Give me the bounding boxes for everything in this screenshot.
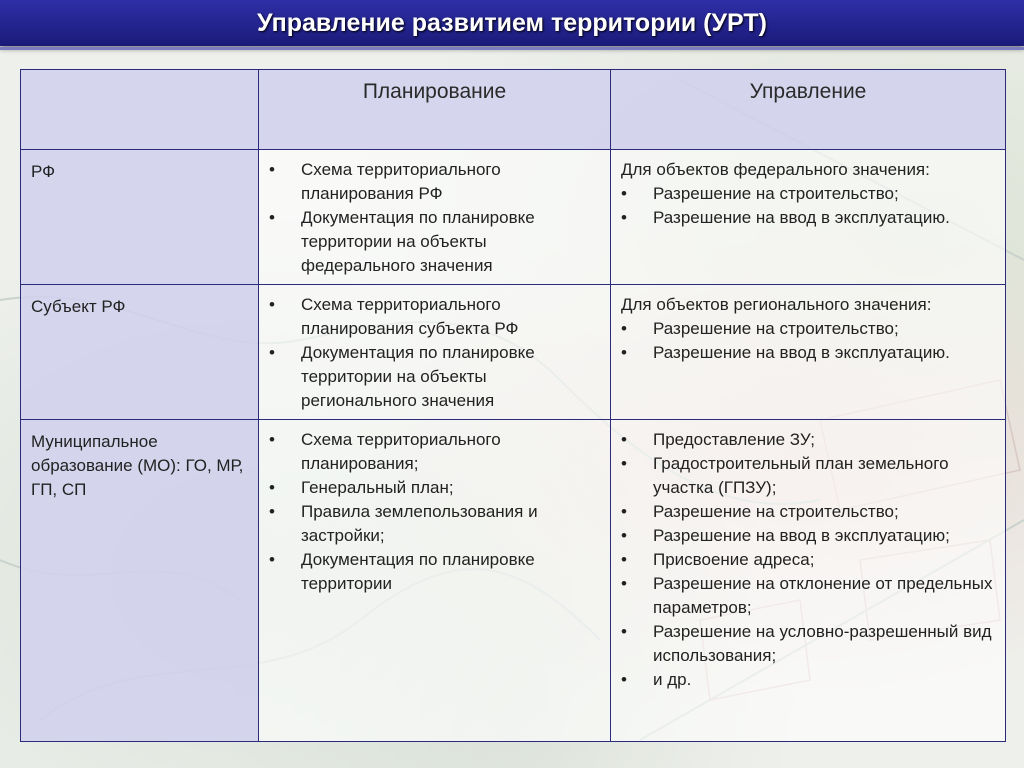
management-intro: Для объектов регионального значения: [621, 295, 932, 314]
planning-cell [259, 150, 611, 285]
list-item [269, 428, 600, 476]
list-item [269, 158, 600, 206]
corner-cell [21, 70, 259, 150]
list-item-text: Документация по планировке территории на объекты регионального значения [301, 343, 535, 410]
management-cell [611, 420, 1006, 742]
list-item [269, 293, 600, 341]
bullet-icon: • [269, 295, 275, 314]
list-item-text: Схема территориального планирования субъекта РФ [301, 295, 519, 338]
list-item-text: Генеральный план; [301, 478, 454, 497]
bullet-icon: • [621, 622, 627, 641]
list-item [621, 500, 995, 524]
bullet-icon: • [621, 319, 627, 338]
bullet-icon: • [621, 343, 627, 362]
bullet-icon: • [269, 502, 275, 521]
list-item [269, 548, 600, 596]
list-item-text: Разрешение на ввод в эксплуатацию; [653, 526, 950, 545]
bullet-icon: • [621, 574, 627, 593]
list-item [621, 428, 995, 452]
bullet-icon: • [621, 670, 627, 689]
bullet-icon: • [269, 550, 275, 569]
list-item [621, 524, 995, 548]
row-header-subject-rf: Субъект РФ [21, 285, 259, 420]
bullet-icon: • [621, 454, 627, 473]
list-item-text: Разрешение на строительство; [653, 502, 899, 521]
page-title: Управление развитием территории (УРТ) [257, 9, 767, 37]
bullet-icon: • [269, 343, 275, 362]
list-item [621, 182, 995, 206]
list-item-text: Предоставление ЗУ; [653, 430, 815, 449]
list-item [269, 206, 600, 278]
bullet-icon: • [269, 430, 275, 449]
list-item-text: Разрешение на отклонение от предельных параметров; [653, 574, 993, 617]
bullet-icon: • [269, 160, 275, 179]
list-item [621, 668, 995, 692]
planning-list [269, 428, 600, 596]
planning-list [269, 158, 600, 278]
management-intro: Для объектов федерального значения: [621, 160, 930, 179]
bullet-icon: • [621, 208, 627, 227]
management-cell [611, 150, 1006, 285]
list-item [269, 500, 600, 548]
management-list [621, 428, 995, 692]
bullet-icon: • [269, 478, 275, 497]
row-header-rf: РФ [21, 150, 259, 285]
bullet-icon: • [621, 184, 627, 203]
planning-list [269, 293, 600, 413]
list-item-text: Разрешение на ввод в эксплуатацию. [653, 208, 950, 227]
table-row [21, 150, 1006, 285]
list-item [621, 317, 995, 341]
management-list [621, 182, 995, 230]
row-header-municipality: Муниципальное образование (МО): ГО, МР, ГП, СП [21, 420, 259, 742]
bullet-icon: • [621, 526, 627, 545]
list-item [269, 476, 600, 500]
list-item-text: Разрешение на строительство; [653, 184, 899, 203]
list-item-text: Схема территориального планирования РФ [301, 160, 501, 203]
list-item-text: Документация по планировке территории [301, 550, 535, 593]
list-item [621, 452, 995, 500]
planning-cell [259, 420, 611, 742]
bullet-icon: • [621, 550, 627, 569]
planning-cell [259, 285, 611, 420]
list-item-text: Схема территориального планирования; [301, 430, 501, 473]
list-item [621, 572, 995, 620]
list-item [621, 341, 995, 365]
list-item-text: и др. [653, 670, 692, 689]
list-item-text: Разрешение на строительство; [653, 319, 899, 338]
list-item-text: Правила землепользования и застройки; [301, 502, 538, 545]
bullet-icon: • [621, 502, 627, 521]
table-row [21, 420, 1006, 742]
bullet-icon: • [621, 430, 627, 449]
column-header-management: Управление [611, 70, 1006, 150]
urt-table [20, 69, 1006, 742]
list-item [621, 620, 995, 668]
table-header-row [21, 70, 1006, 150]
list-item-text: Градостроительный план земельного участка (ГПЗУ); [653, 454, 949, 497]
management-cell [611, 285, 1006, 420]
list-item [269, 341, 600, 413]
list-item-text: Документация по планировке территории на объекты федерального значения [301, 208, 535, 275]
management-list [621, 317, 995, 365]
bullet-icon: • [269, 208, 275, 227]
column-header-planning: Планирование [259, 70, 611, 150]
list-item-text: Разрешение на ввод в эксплуатацию. [653, 343, 950, 362]
list-item [621, 206, 995, 230]
list-item-text: Присвоение адреса; [653, 550, 815, 569]
list-item-text: Разрешение на условно-разрешенный вид использования; [653, 622, 992, 665]
list-item [621, 548, 995, 572]
table-row [21, 285, 1006, 420]
